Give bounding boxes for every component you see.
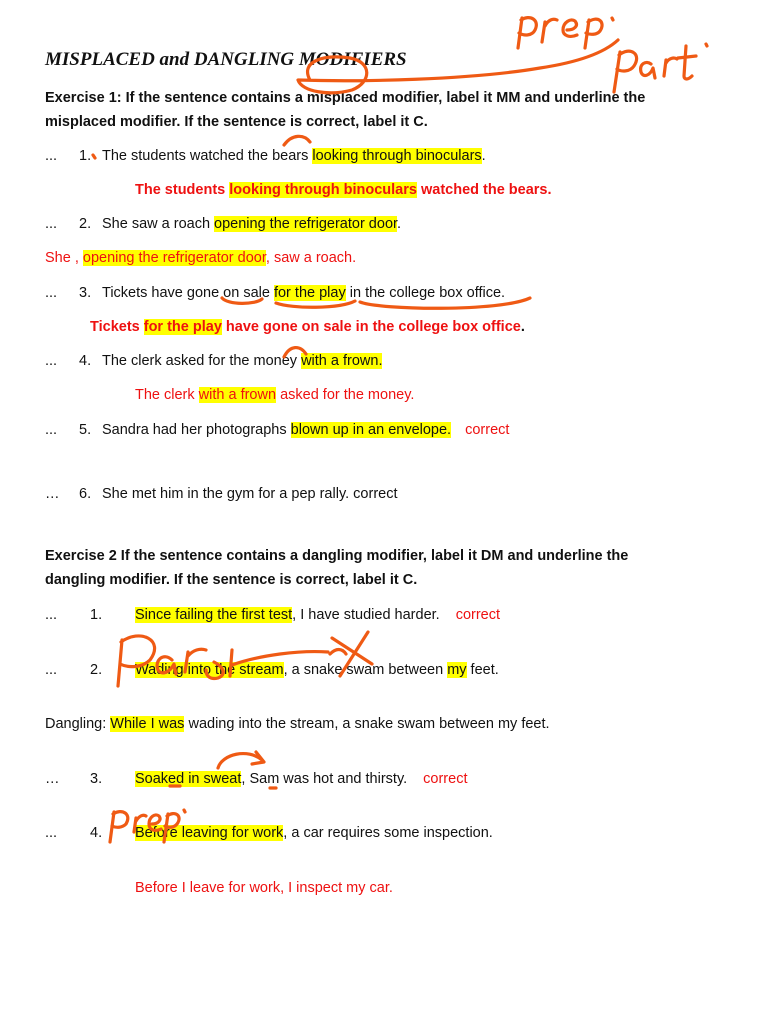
highlighted-modifier: blown up in an envelope. [290,422,452,438]
ex1-item-4-answer: The clerk with a frown asked for the money. [135,387,415,403]
highlighted-modifier: Since failing the first test [135,607,293,623]
item-dots: ... [45,607,58,623]
item-number: 5. [79,422,92,438]
exercise2-heading-line1: Exercise 2 If the sentence contains a dangling modifier, label it DM and underline the [45,548,629,564]
sentence-text: The students watched the [102,148,273,164]
item-number: 4. [79,353,92,369]
ink-arrow-sweat [218,752,264,768]
ex2-item-2-answer: Dangling: While I was wading into the stream, a snake swam between my feet. [45,716,550,732]
sentence-text: , Sam was hot and thirsty. [241,771,408,787]
sentence-text: The clerk asked for the money [102,353,302,369]
handwritten-prep-top [518,18,613,48]
item-number: 1. [79,148,92,164]
highlighted-modifier: opening the refrigerator door [82,250,266,266]
item-dots: … [45,771,60,787]
item-dots: ... [45,422,58,438]
ex2-item-2: ... 2. Wading into the stream, a snake swam between my feet. [45,662,499,678]
sentence-text: , I have studied harder. [292,607,440,623]
highlighted-modifier: Soaked in sweat [135,771,242,787]
item-number: 1. [90,607,103,623]
page-title: MISPLACED and DANGLING MODIFIERS [45,49,407,70]
highlighted-modifier: opening the refrigerator door [214,216,398,232]
item-number: 2. [79,216,92,232]
item-number: 6. [79,486,92,502]
exercise2-heading-line2: dangling modifier. If the sentence is correct, label it C. [45,572,418,588]
ex1-item-2-answer: She , opening the refrigerator door, saw a roach. [45,250,357,266]
highlighted-modifier: for the play [143,319,222,335]
item-number: 3. [90,771,103,787]
sentence-text: She saw a roach [102,216,215,232]
item-dots: ... [45,148,58,164]
highlighted-modifier: with a frown. [301,353,383,369]
item-dots: ... [45,353,58,369]
ex1-item-5 [45,420,509,440]
item-dots: … [45,486,60,502]
ex2-item-4 [45,823,493,843]
highlighted-modifier: for the play [273,285,346,301]
ex1-item-6 [45,484,398,504]
item-number: 4. [90,825,103,841]
correct-label: correct [423,771,468,787]
correct-label: correct [455,607,501,623]
highlighted-modifier: Before leaving for work [135,825,284,841]
sentence-text: , a car requires some inspection. [283,825,493,841]
handwritten-part-top [614,44,707,92]
ex1-item-3: ... 3. Tickets have gone on sale for the play in the college box office. [45,285,506,301]
ex2-item-1 [45,605,500,625]
exercise1-heading-line2: misplaced modifier. If the sentence is correct, label it C. [45,114,428,130]
highlighted-word: my [447,662,467,678]
item-dots: ... [45,662,58,678]
sentence-text: Sandra had her photographs [102,422,291,438]
ex2-item-3 [45,769,467,789]
sentence-text: Tickets have gone [102,285,224,301]
ex1-item-3-answer: Tickets for the play have gone on sale in the college box office. [90,319,525,335]
item-number: 2. [90,662,103,678]
exercise1-heading-line1: Exercise 1: If the sentence contains a misplaced modifier, label it MM and underline the [45,90,646,106]
highlighted-modifier: with a frown [198,387,277,403]
ex2-item-4-answer: Before I leave for work, I inspect my car. [135,880,393,896]
ex1-item-1: ... 1. The students watched the bears looking through binoculars. [45,148,486,164]
item-dots: ... [45,216,58,232]
ex1-item-1-answer: The students looking through binoculars watched the bears. [135,182,552,198]
item-number: 3. [79,285,92,301]
highlighted-modifier: looking through binoculars [312,148,482,164]
item-dots: ... [45,825,58,841]
correct-label: correct [465,422,510,438]
ex1-item-4 [45,351,382,371]
item-dots: ... [45,285,58,301]
ex1-item-2: ... 2. She saw a roach opening the refrigerator door. [45,216,402,232]
sentence-text: , a snake swam between [283,662,448,678]
sentence-text: bears [272,148,309,164]
sentence-text: She met him in the gym for a pep rally. correct [102,486,398,502]
highlighted-modifier: Wading into the stream [135,662,284,678]
highlighted-modifier: looking through binoculars [229,182,417,198]
highlighted-modifier: While I was [110,716,185,732]
